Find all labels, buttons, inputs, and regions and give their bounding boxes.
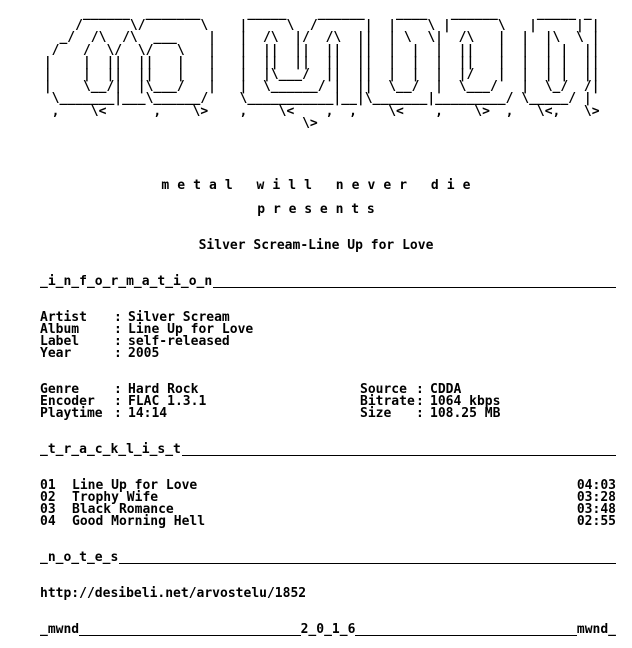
colon: : <box>416 406 424 421</box>
playtime-row <box>40 408 616 420</box>
size-value: 108.25 MB <box>430 406 501 421</box>
colon: : <box>114 346 122 361</box>
track-title: Trophy Wife <box>72 490 159 505</box>
source-key: Source <box>360 382 407 397</box>
label-value: self-released <box>128 334 230 349</box>
tracklist-heading: _t_r_a_c_k_l_i_s_t <box>40 442 181 457</box>
track-number: 01 <box>40 478 56 493</box>
footer <box>40 624 616 636</box>
year-value: 2005 <box>128 346 160 361</box>
release-title: Silver Scream-Line Up for Love <box>198 238 434 253</box>
footer-rule <box>355 627 576 636</box>
colon: : <box>114 406 122 421</box>
encoder-key: Encoder <box>40 394 95 409</box>
album-row <box>40 324 616 336</box>
colon: : <box>114 382 122 397</box>
colon: : <box>114 394 122 409</box>
source-value: CDDA <box>430 382 462 397</box>
mwnd-ascii-logo: ______ _______ _____ ______ ____ ______ _____ _ / \/ \ | \ / | | \ | \ | | | _/ /\ /\ ___ | | /\ |/ /\ || | \ \| /\ | | |\ \ | / / \/ \/ \ | | || || || || | | | || | | | | || | | || || | | | || || || || | | | || | | | | || | | || || | | | |\___/ || || | | | |/ | | | | || | \__/| |\___/ | | \______/ | || \__/ | \___/ | \_/ /| \_______|___\______/ \___________|__|\_______|_________/ \_____/ | , \< , \> , \< , , \< , \> , \<, \> \> <box>43 6 600 131</box>
bitrate-key: Bitrate <box>360 394 415 409</box>
notes-section-header <box>40 552 616 564</box>
section-rule <box>182 447 616 456</box>
bitrate-value: 1064 kbps <box>430 394 501 409</box>
information-heading: _i_n_f_o_r_m_a_t_i_o_n <box>40 274 213 289</box>
album-key: Album <box>40 322 80 337</box>
footer-year: 2_0_1_6 <box>300 622 356 637</box>
size-key: Size <box>360 406 392 421</box>
colon: : <box>416 394 424 409</box>
information-section-header <box>40 276 616 288</box>
notes-url: http://desibeli.net/arvostelu/1852 <box>40 586 307 601</box>
encoder-value: FLAC 1.3.1 <box>128 394 207 409</box>
colon: : <box>114 322 122 337</box>
year-key: Year <box>40 346 72 361</box>
artist-row <box>40 312 616 324</box>
album-value: Line Up for Love <box>128 322 254 337</box>
artist-value: Silver Scream <box>128 310 230 325</box>
track-duration: 03:28 <box>576 490 616 505</box>
colon: : <box>114 310 122 325</box>
track-row <box>40 516 616 528</box>
presents-text: p r e s e n t s <box>257 202 375 217</box>
footer-right: mwnd_ <box>576 622 617 637</box>
notes-heading: _n_o_t_e_s <box>40 550 119 565</box>
track-duration: 02:55 <box>576 514 616 529</box>
track-duration: 03:48 <box>576 502 616 517</box>
colon: : <box>114 334 122 349</box>
track-title: Good Morning Hell <box>72 514 206 529</box>
genre-value: Hard Rock <box>128 382 199 397</box>
year-row <box>40 348 616 360</box>
track-number: 02 <box>40 490 56 505</box>
colon: : <box>416 382 424 397</box>
track-title: Black Romance <box>72 502 174 517</box>
footer-rule <box>79 627 300 636</box>
section-rule <box>213 279 616 288</box>
artist-key: Artist <box>40 310 87 325</box>
track-duration: 04:03 <box>576 478 616 493</box>
track-number: 03 <box>40 502 56 517</box>
tracklist-section-header <box>40 444 616 456</box>
label-row <box>40 336 616 348</box>
genre-key: Genre <box>40 382 80 397</box>
playtime-key: Playtime <box>40 406 103 421</box>
track-number: 04 <box>40 514 56 529</box>
encoder-row <box>40 396 616 408</box>
tagline: m e t a l w i l l n e v e r d i e <box>161 178 471 193</box>
track-title: Line Up for Love <box>72 478 198 493</box>
label-key: Label <box>40 334 80 349</box>
footer-left: _mwnd <box>40 622 80 637</box>
section-rule <box>119 555 616 564</box>
genre-row <box>40 384 616 396</box>
playtime-value: 14:14 <box>128 406 168 421</box>
